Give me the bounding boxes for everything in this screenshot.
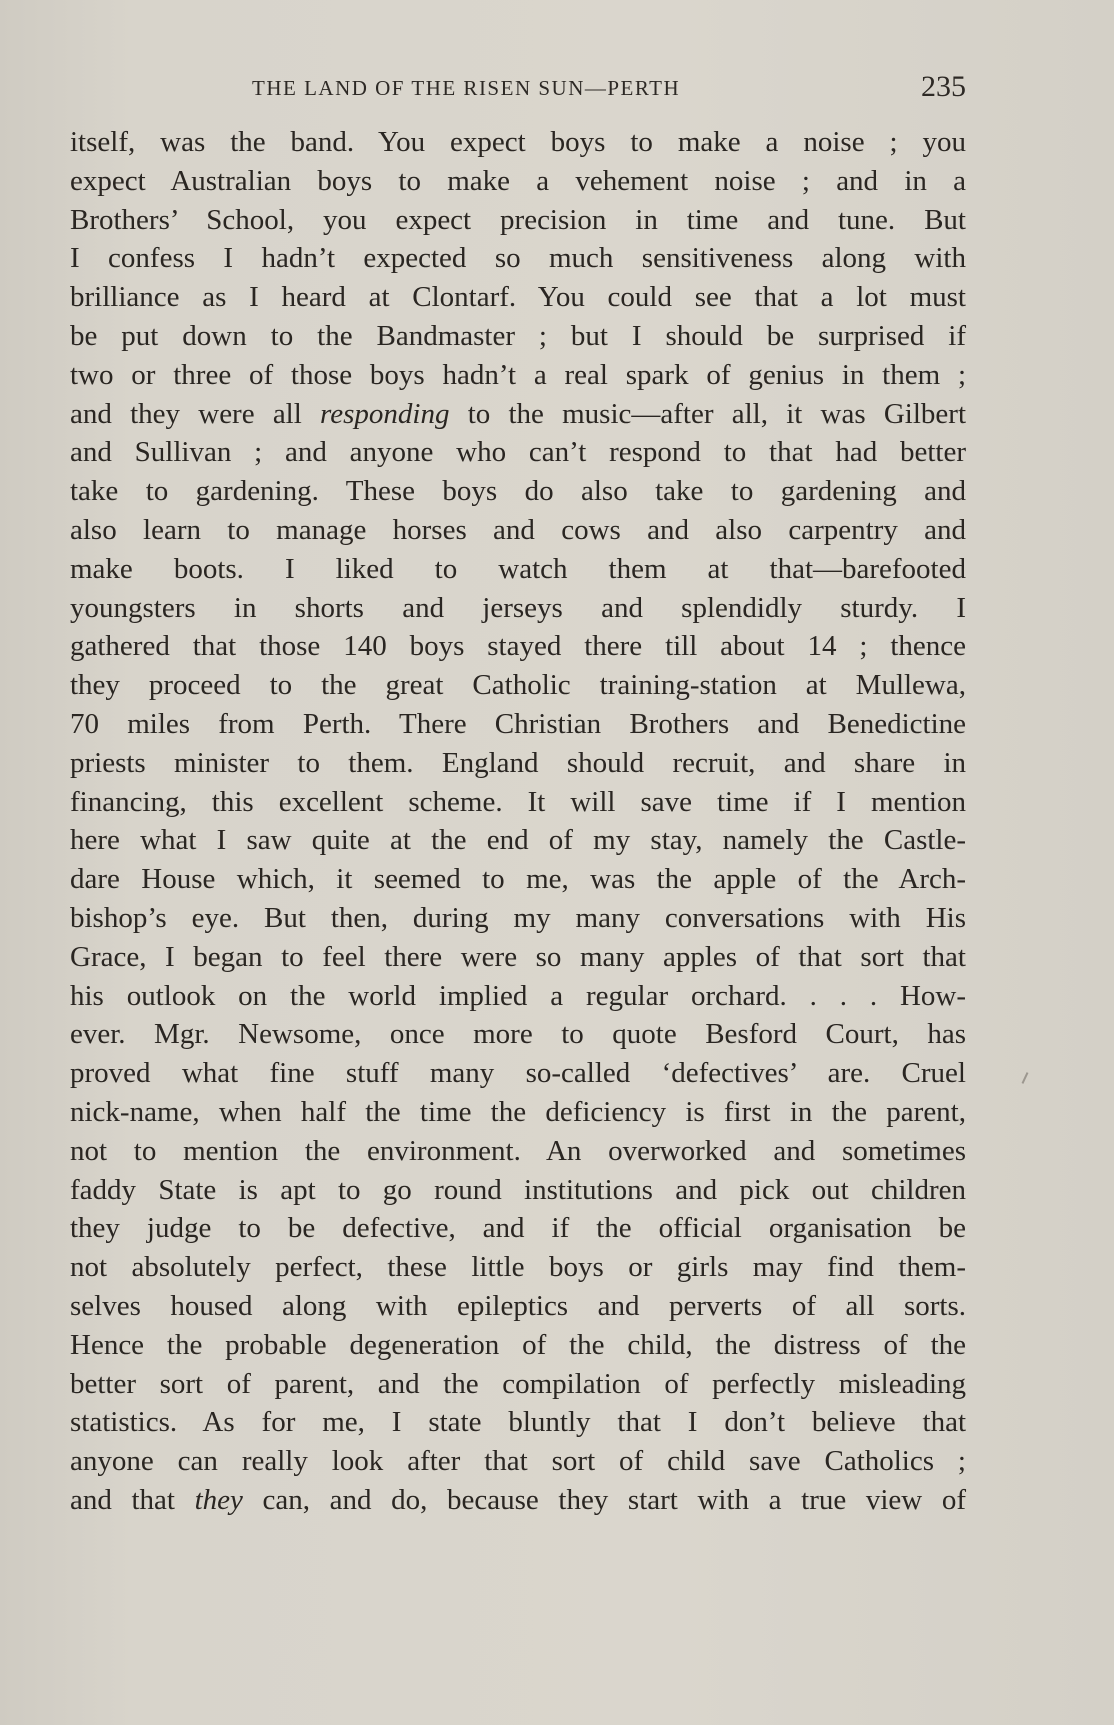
text-segment: and that <box>70 1483 195 1516</box>
text-line: 70 miles from Perth. There Christian Brothers and Benedictine <box>70 707 966 740</box>
text-line: statistics. As for me, I state bluntly that I don’t believe that <box>70 1406 966 1439</box>
text-line: proved what fine stuff many so-called ‘defectives’ are. Cruel <box>70 1057 966 1090</box>
text-segment: to the music—after all, it was Gilbert <box>449 397 966 430</box>
text-line: be put down to the Bandmaster ; but I should be surprised if <box>70 319 966 352</box>
text-line <box>70 395 966 434</box>
text-line: gathered that those 140 boys stayed there till about 14 ; thence <box>70 630 966 663</box>
text-line: Brothers’ School, you expect precision in time and tune. But <box>70 203 966 236</box>
text-line: his outlook on the world implied a regular orchard. . . . How- <box>70 979 966 1012</box>
text-line: itself, was the band. You expect boys to make a noise ; you <box>70 126 966 158</box>
running-head: THE LAND OF THE RISEN SUN—PERTH <box>252 76 681 100</box>
text-line: Grace, I began to feel there were so many apples of that sort that <box>70 940 966 973</box>
italic-word: responding <box>320 397 450 430</box>
text-line: dare House which, it seemed to me, was the apple of the Arch- <box>70 863 966 896</box>
text-line: brilliance as I heard at Clontarf. You could see that a lot must <box>70 281 966 314</box>
text-line: they judge to be defective, and if the official organisation be <box>70 1212 966 1245</box>
text-line <box>70 1481 966 1520</box>
text-line: and Sullivan ; and anyone who can’t respond to that had better <box>70 436 966 469</box>
text-line: ever. Mgr. Newsome, once more to quote Besford Court, has <box>70 1018 966 1051</box>
text-line: youngsters in shorts and jerseys and splendidly sturdy. I <box>70 591 966 624</box>
text-line: financing, this excellent scheme. It will save time if I mention <box>70 785 966 818</box>
page-number: 235 <box>921 70 966 103</box>
text-line: better sort of parent, and the compilation of perfectly misleading <box>70 1367 966 1400</box>
text-segment: and they were all <box>70 397 321 430</box>
text-line: two or three of those boys hadn’t a real spark of genius in them ; <box>70 358 966 391</box>
text-line: not absolutely perfect, these little boys or girls may find them- <box>70 1251 966 1284</box>
text-line: nick-name, when half the time the deficiency is first in the parent, <box>70 1095 966 1128</box>
text-line: bishop’s eye. But then, during my many conversations with His <box>70 901 966 934</box>
paper-mark <box>1022 1072 1029 1084</box>
text-line: faddy State is apt to go round institutions and pick out children <box>70 1173 966 1206</box>
text-segment: can, and do, because they start with a true view of <box>242 1483 966 1516</box>
text-line: priests minister to them. England should recruit, and share in <box>70 746 966 779</box>
text-line: Hence the probable degeneration of the child, the distress of the <box>70 1328 966 1361</box>
text-line: take to gardening. These boys do also take to gardening and <box>70 475 966 508</box>
italic-word: they <box>194 1483 243 1516</box>
text-line: not to mention the environment. An overworked and sometimes <box>70 1134 966 1167</box>
page-header <box>252 70 966 104</box>
body-text <box>70 123 966 1520</box>
text-line: here what I saw quite at the end of my stay, namely the Castle- <box>70 824 966 857</box>
text-line: they proceed to the great Catholic training-station at Mullewa, <box>70 669 966 702</box>
text-line: expect Australian boys to make a vehement noise ; and in a <box>70 164 966 197</box>
text-line: selves housed along with epileptics and perverts of all sorts. <box>70 1289 966 1322</box>
text-line: make boots. I liked to watch them at that—barefooted <box>70 552 966 585</box>
text-line: also learn to manage horses and cows and also carpentry and <box>70 513 966 546</box>
text-line: anyone can really look after that sort of child save Catholics ; <box>70 1445 966 1478</box>
text-line: I confess I hadn’t expected so much sensitiveness along with <box>70 242 966 275</box>
